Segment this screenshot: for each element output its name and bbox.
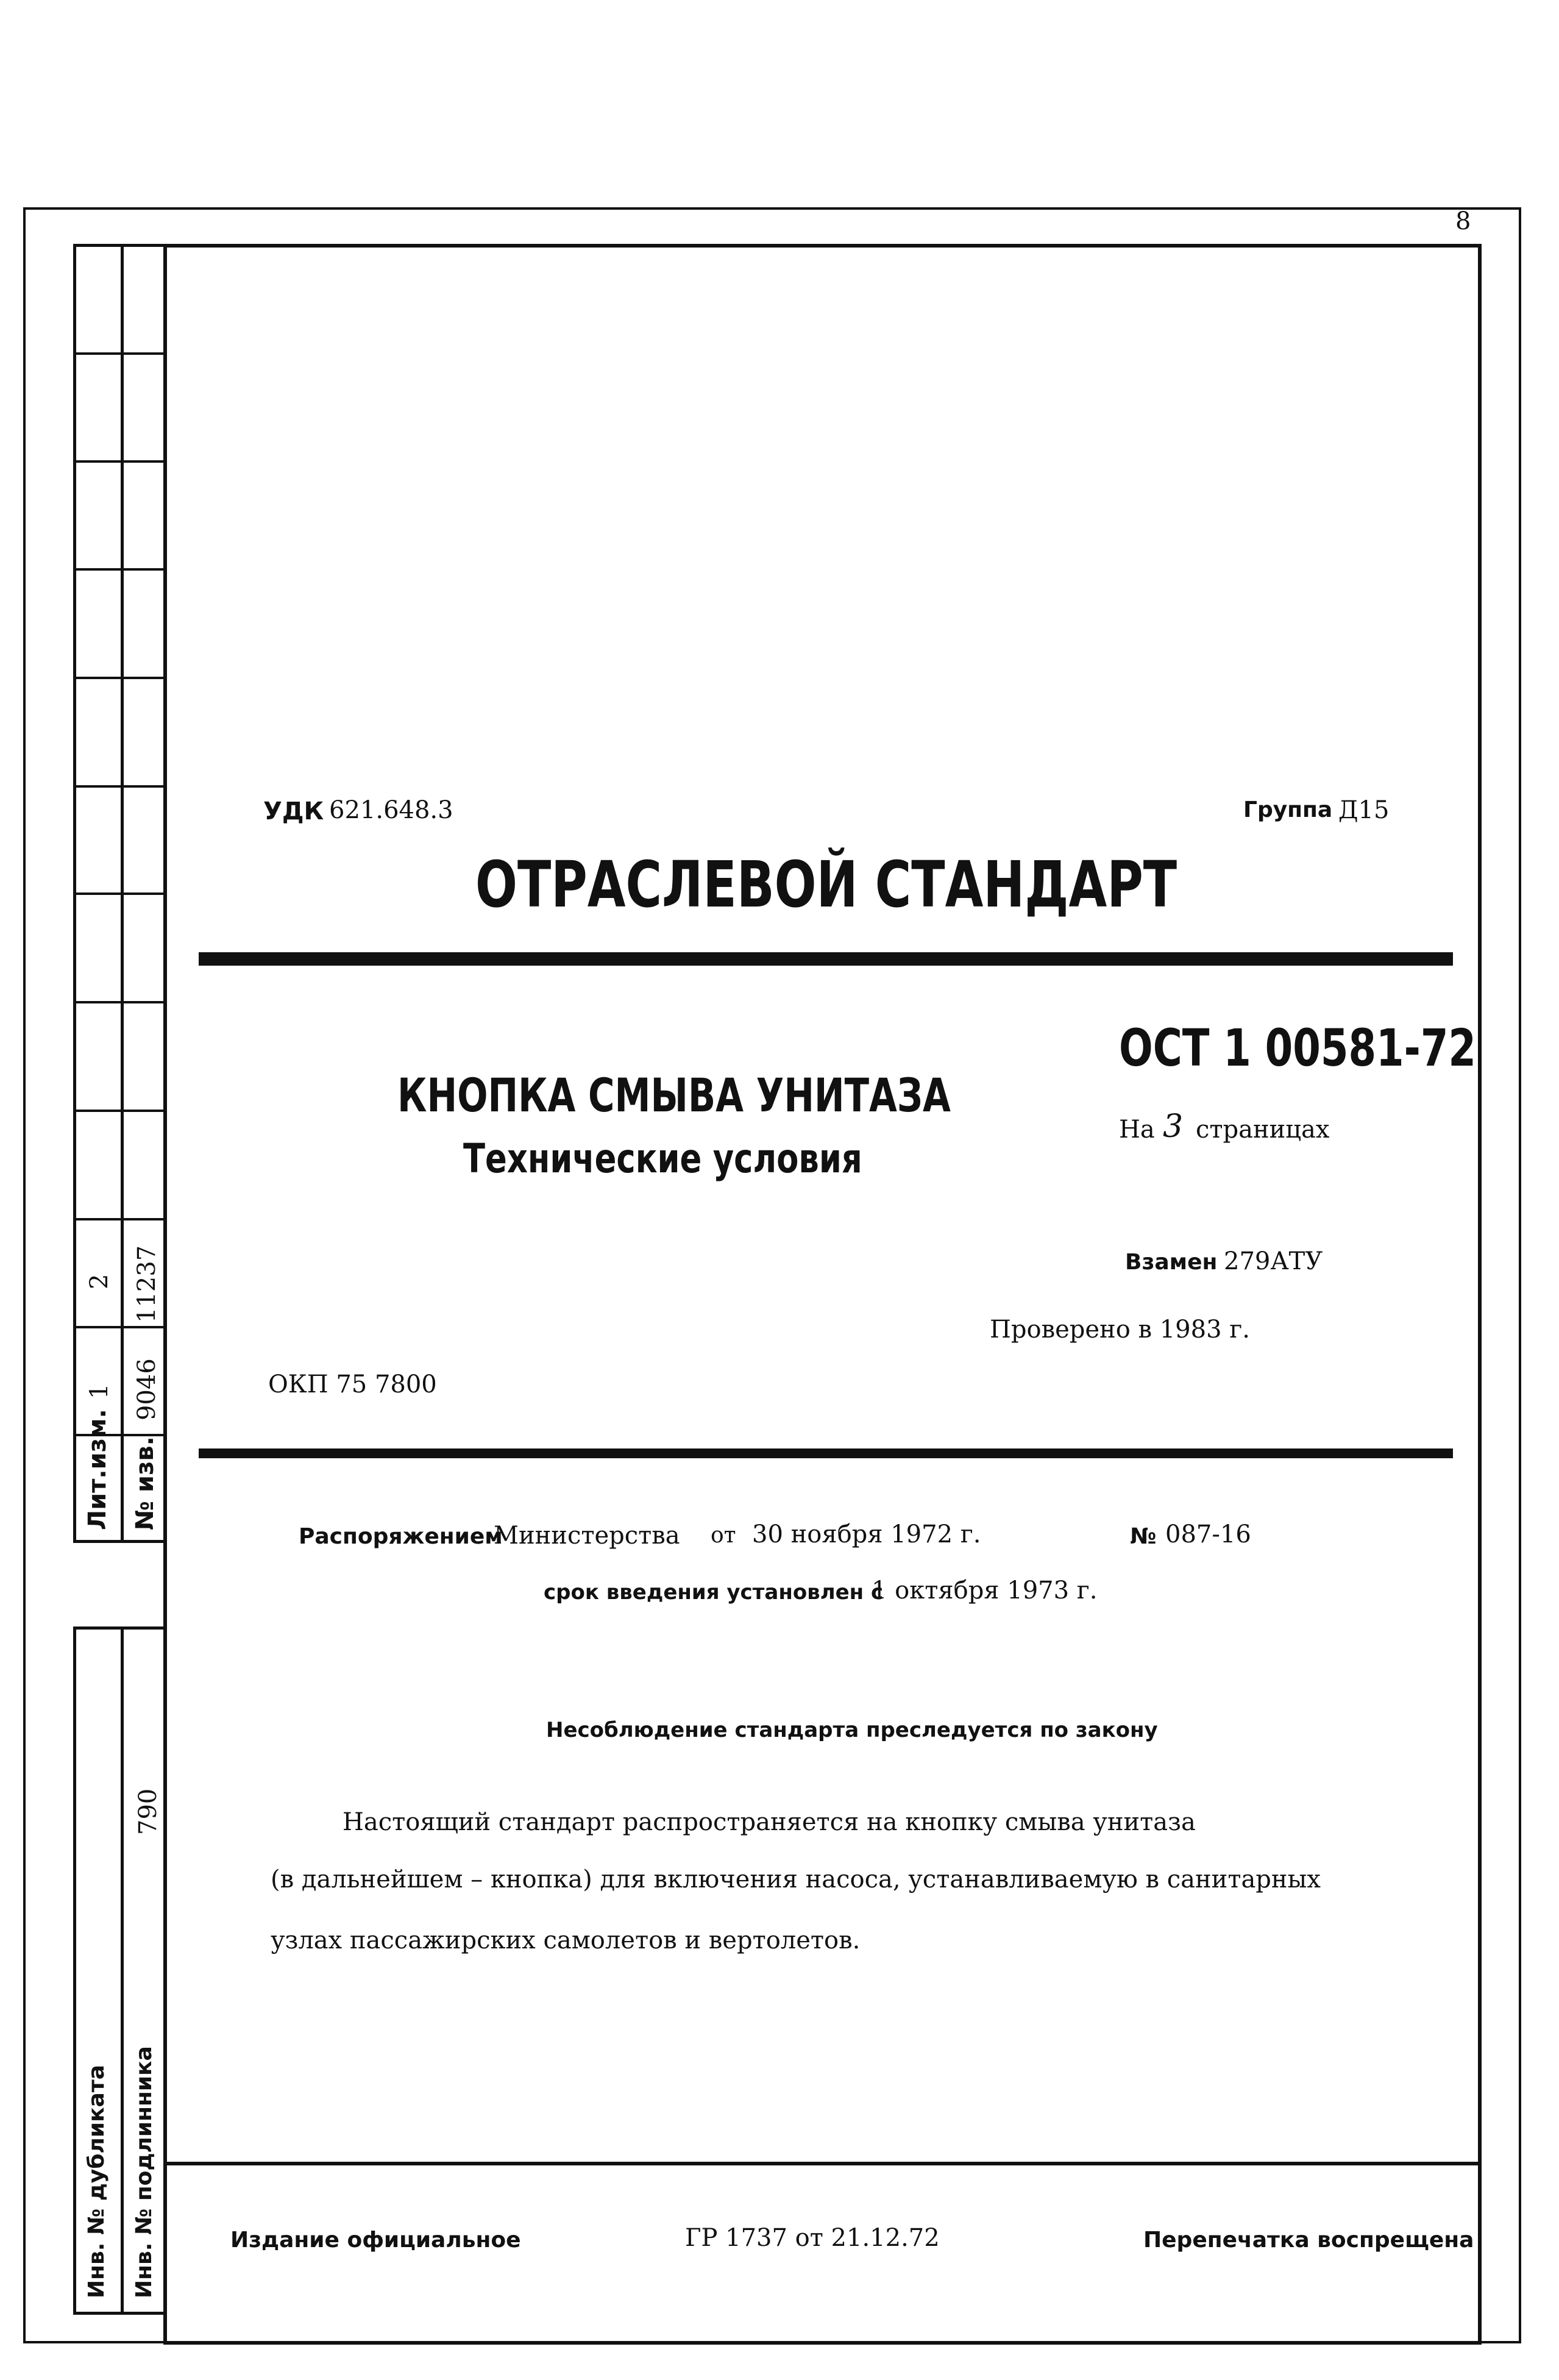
body-line-1: Настоящий стандарт распространяется на кнопку смыва унитаза (343, 1808, 1196, 1836)
order-number: 087-16 (1165, 1520, 1251, 1548)
pages-suffix: страницах (1196, 1116, 1330, 1144)
doc-value-1: 9046 (133, 1358, 161, 1420)
udk-label: УДК (263, 797, 324, 825)
stamp-row-line (73, 352, 165, 355)
lit-value-1: 1 (85, 1383, 113, 1399)
term-date: 1 октября 1973 г. (872, 1577, 1098, 1605)
pages-prefix: На (1119, 1116, 1155, 1144)
order-number-label: № (1130, 1524, 1157, 1549)
thick-rule-top (199, 952, 1453, 966)
body-line-2: (в дальнейшем – кнопка) для включения насоса, устанавливаемую в санитарных (271, 1865, 1321, 1894)
lit-izm-label: Лит.изм. (83, 1409, 112, 1530)
replaces-label: Взамен (1125, 1250, 1218, 1275)
stamp-row-line (73, 568, 165, 571)
term-label: срок введения установлен с (544, 1580, 884, 1605)
inner-frame (163, 244, 1482, 2345)
inv-orig-value: 790 (134, 1788, 162, 1835)
stamp-row-line (73, 2312, 165, 2315)
legal-notice: Несоблюдение стандарта преследуется по закону (546, 1718, 1158, 1742)
stamp-row-line (73, 892, 165, 895)
group-value: Д15 (1338, 796, 1390, 824)
subject-title: КНОПКА СМЫВА УНИТАЗА (397, 1068, 951, 1122)
body-line-3: узлах пассажирских самолетов и вертолетов. (271, 1926, 861, 1954)
checked-note: Проверено в 1983 г. (990, 1316, 1250, 1344)
footer-registration: ГР 1737 от 21.12.72 (685, 2224, 940, 2252)
udk-value: 621.648.3 (329, 796, 453, 824)
subject-subtitle: Технические условия (463, 1135, 862, 1182)
stamp-row-line (73, 244, 165, 247)
pages-count: 3 (1163, 1108, 1184, 1145)
footer-reprint: Перепечатка воспрещена (1143, 2228, 1474, 2253)
doc-value-2: 11237 (133, 1245, 161, 1323)
stamp-row-line (73, 460, 165, 463)
footer-rule (163, 2162, 1482, 2165)
thick-rule-bottom (199, 1448, 1453, 1458)
stamp-row-line (73, 785, 165, 788)
stamp-row-line (73, 1540, 165, 1543)
order-ministry: Министерства (494, 1522, 680, 1550)
stamp-row-line (73, 1218, 165, 1220)
group-label: Группа (1243, 797, 1333, 822)
footer-edition: Издание официальное (230, 2228, 521, 2253)
stamp-row-line (73, 1110, 165, 1112)
page-title: ОТРАСЛЕВОЙ СТАНДАРТ (475, 847, 1177, 922)
stamp-column-line (121, 1626, 124, 2314)
stamp-row-line (73, 1326, 165, 1328)
stamp-column-line (73, 1626, 76, 2314)
lit-value-2: 2 (85, 1274, 113, 1289)
inv-duplicate-label: Инв. № дубликата (84, 2065, 109, 2298)
standard-code: ОСТ 1 00581-72 (1119, 1018, 1477, 1078)
order-label: Распоряжением (299, 1524, 503, 1549)
page-number: 8 (1455, 207, 1471, 235)
order-from: от (711, 1523, 736, 1548)
order-date: 30 ноября 1972 г. (752, 1520, 981, 1548)
stamp-row-line (73, 1626, 165, 1630)
doc-num-label: № изв. (131, 1436, 159, 1530)
inv-original-label: Инв. № подлинника (132, 2046, 157, 2298)
stamp-row-line (73, 1001, 165, 1003)
replaces-value: 279АТУ (1224, 1247, 1323, 1275)
okp-code: ОКП 75 7800 (268, 1370, 437, 1398)
stamp-row-line (73, 677, 165, 679)
